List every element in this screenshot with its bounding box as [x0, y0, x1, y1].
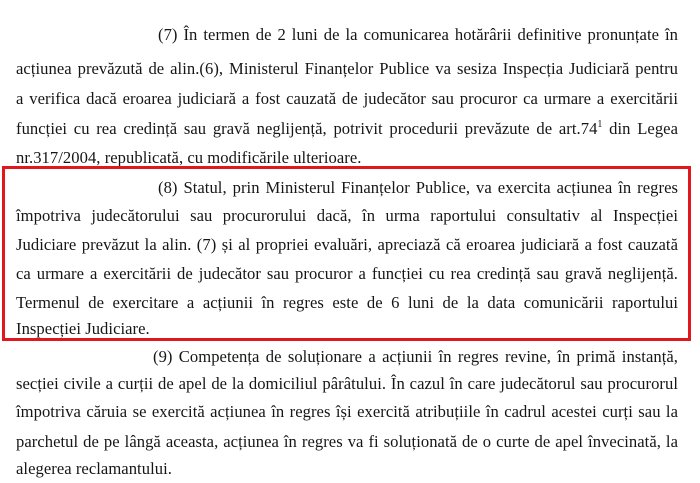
- red-highlight-frame: [2, 166, 691, 341]
- paragraph-7-line-5: nr.317/2004, republicată, cu modificările ulterioare.: [16, 148, 362, 167]
- paragraph-8-line-3: Judiciare prevăzut la alin. (7) și al propriei evaluări, apreciază că eroarea judiciară a fost cauzată: [16, 235, 678, 254]
- paragraph-8-line-4: ca urmare a exercitării de judecător sau procuror a funcției cu rea credință sau gravă neglijență.: [16, 264, 678, 283]
- paragraph-8-line-5: Termenul de exercitare a acțiunii în regres este de 6 luni de la data comunicării raportului: [16, 293, 678, 312]
- paragraph-7-line-3: a verifica dacă eroarea judiciară a fost cauzată de judecător sau procuror ca urmare a exercitării: [16, 89, 678, 108]
- paragraph-9-line-5: alegerea reclamantului.: [16, 459, 172, 478]
- paragraph-9-line-4: parchetul de pe lângă aceasta, acțiunea în regres va fi soluționată de o curte de apel învecinată, la: [16, 432, 678, 451]
- paragraph-9-line-3: împotriva căruia se exercită acțiunea în regres își exercită atribuțiile în cadrul acestei curți sau la: [16, 402, 678, 421]
- paragraph-7-line-1: (7) În termen de 2 luni de la comunicarea hotărârii definitive pronunțate în: [158, 25, 678, 44]
- paragraph-7-line-4: [16, 118, 678, 140]
- paragraph-7-line-4-text: funcției cu rea credință sau gravă neglijență, potrivit procedurii prevăzute de art.74: [16, 119, 598, 138]
- paragraph-7-line-4-tail: din Legea: [602, 119, 679, 138]
- paragraph-9-line-2: secției civile a curții de apel de la domiciliul pârâtului. În cazul în care judecătorul sau procurorul: [16, 374, 678, 393]
- paragraph-8-line-2: împotriva judecătorului sau procurorului dacă, în urma raportului consultativ al Inspecției: [16, 206, 678, 225]
- paragraph-9-line-1: (9) Competența de soluționare a acțiunii în regres revine, în primă instanță,: [153, 347, 678, 366]
- article-superscript: 1: [597, 119, 603, 130]
- paragraph-8-line-6: Inspecției Judiciare.: [16, 319, 150, 338]
- paragraph-7-line-2: acțiunea prevăzută de alin.(6), Ministerul Finanțelor Publice va sesiza Inspecția Judiciară pentru: [16, 59, 678, 78]
- paragraph-8-line-1: (8) Statul, prin Ministerul Finanțelor Publice, va exercita acțiunea în regres: [158, 178, 678, 197]
